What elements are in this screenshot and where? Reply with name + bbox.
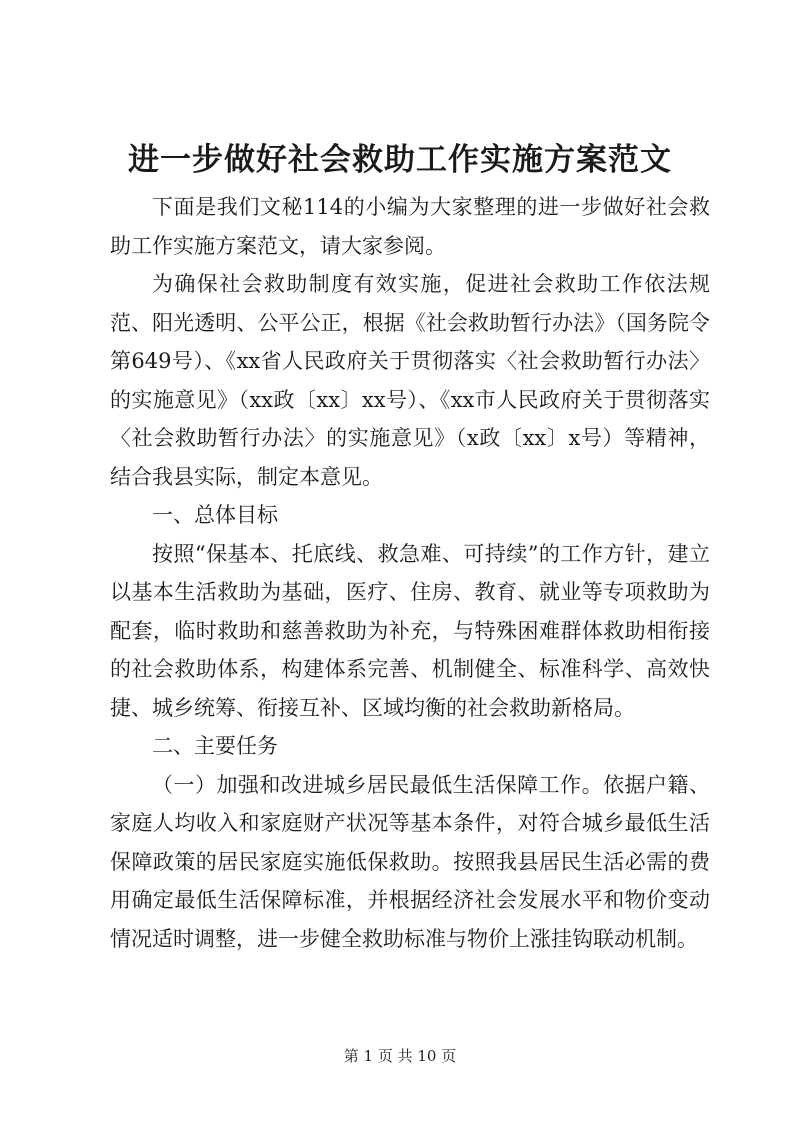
- section-heading-goals: 一、总体目标: [152, 503, 278, 527]
- section-heading-tasks: 二、主要任务: [152, 734, 278, 758]
- page-number-footer: 第 1 页 共 10 页: [343, 1047, 457, 1065]
- tasks-paragraph: （一）加强和改进城乡居民最低生活保障工作。依据户籍、家庭人均收入和家庭财产状况等基本条件，对符合城乡最低生活保障政策的居民家庭实施低保救助。按照我县居民生活必需的费用确定最低生活保障标准，并根据经济社会发展水平和物价变动情况适时调整，进一步健全救助标准与物价上涨挂钩联动机制。: [110, 772, 710, 951]
- document-title: 进一步做好社会救助工作实施方案范文: [128, 142, 672, 178]
- purpose-paragraph: 为确保社会救助制度有效实施，促进社会救助工作依法规范、阳光透明、公平公正，根据《社会救助暂行办法》（国务院令第649号）、《xx省人民政府关于贯彻落实〈社会救助暂行办法〉的实施意见》（xx政〔xx〕xx号）、《xx市人民政府关于贯彻落实〈社会救助暂行办法〉的实施意见》（x政〔xx〕x号）等精神，结合我县实际，制定本意见。: [110, 272, 710, 489]
- intro-paragraph: 下面是我们文秘114的小编为大家整理的进一步做好社会救助工作实施方案范文，请大家参阅。: [110, 195, 710, 258]
- document-body: [110, 188, 710, 958]
- goals-paragraph: 按照“保基本、托底线、救急难、可持续”的工作方针，建立以基本生活救助为基础，医疗、住房、教育、就业等专项救助为配套，临时救助和慈善救助为补充，与特殊困难群体救助相衔接的社会救助体系，构建体系完善、机制健全、标准科学、高效快捷、城乡统筹、衔接互补、区域均衡的社会救助新格局。: [110, 541, 710, 720]
